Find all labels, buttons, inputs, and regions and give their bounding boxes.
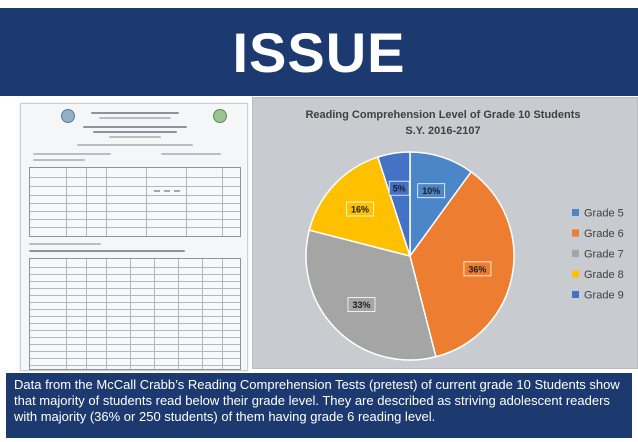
doc-text-line bbox=[91, 112, 179, 114]
doc-text-line bbox=[83, 126, 187, 128]
doc-text-line bbox=[33, 159, 85, 161]
doc-text-line bbox=[29, 243, 101, 245]
legend-label: Grade 8 bbox=[584, 269, 624, 281]
caption-text: Data from the McCall Crabb’s Reading Comprehension Tests (pretest) of current grade 10 Students show that majority of students read below their grade level. They are described as striving adolescent readers with majority (36% or 250 students) of them having grade 6 reading level. bbox=[14, 377, 620, 424]
top-strip bbox=[0, 0, 638, 8]
doc-text-line bbox=[33, 153, 111, 155]
pie-chart bbox=[252, 97, 638, 369]
scanned-report-image bbox=[20, 103, 248, 371]
slide-title: ISSUE bbox=[232, 20, 406, 84]
title-band bbox=[0, 8, 638, 96]
data-label: 36% bbox=[468, 264, 487, 275]
doc-table-top bbox=[29, 167, 241, 237]
data-label: 16% bbox=[350, 204, 369, 215]
legend-label: Grade 6 bbox=[584, 228, 624, 240]
chart-subtitle: S.Y. 2016-2107 bbox=[405, 125, 481, 137]
doc-text-line bbox=[29, 250, 185, 252]
doc-text-line bbox=[77, 144, 193, 146]
pie-chart-svg bbox=[253, 98, 638, 370]
legend-label: Grade 7 bbox=[584, 248, 624, 261]
school-seal-icon bbox=[61, 109, 75, 123]
legend-label: Grade 5 bbox=[584, 207, 624, 220]
legend-swatch bbox=[572, 230, 579, 237]
doc-text-line bbox=[93, 131, 177, 133]
data-label: 33% bbox=[352, 300, 371, 311]
legend-swatch bbox=[572, 209, 579, 216]
caption-box bbox=[6, 373, 632, 438]
doc-text-line bbox=[99, 117, 171, 119]
data-label: 10% bbox=[422, 186, 441, 197]
legend-label: Grade 9 bbox=[584, 289, 624, 302]
data-label: 5% bbox=[392, 183, 406, 194]
division-seal-icon bbox=[213, 109, 227, 123]
legend-swatch bbox=[572, 291, 579, 298]
doc-text-line bbox=[161, 153, 221, 155]
legend-swatch bbox=[572, 250, 579, 257]
legend-swatch bbox=[572, 271, 579, 278]
chart-title: Reading Comprehension Level of Grade 10 Students bbox=[305, 109, 581, 121]
doc-text-line bbox=[109, 136, 161, 138]
doc-table-bottom bbox=[29, 258, 241, 370]
